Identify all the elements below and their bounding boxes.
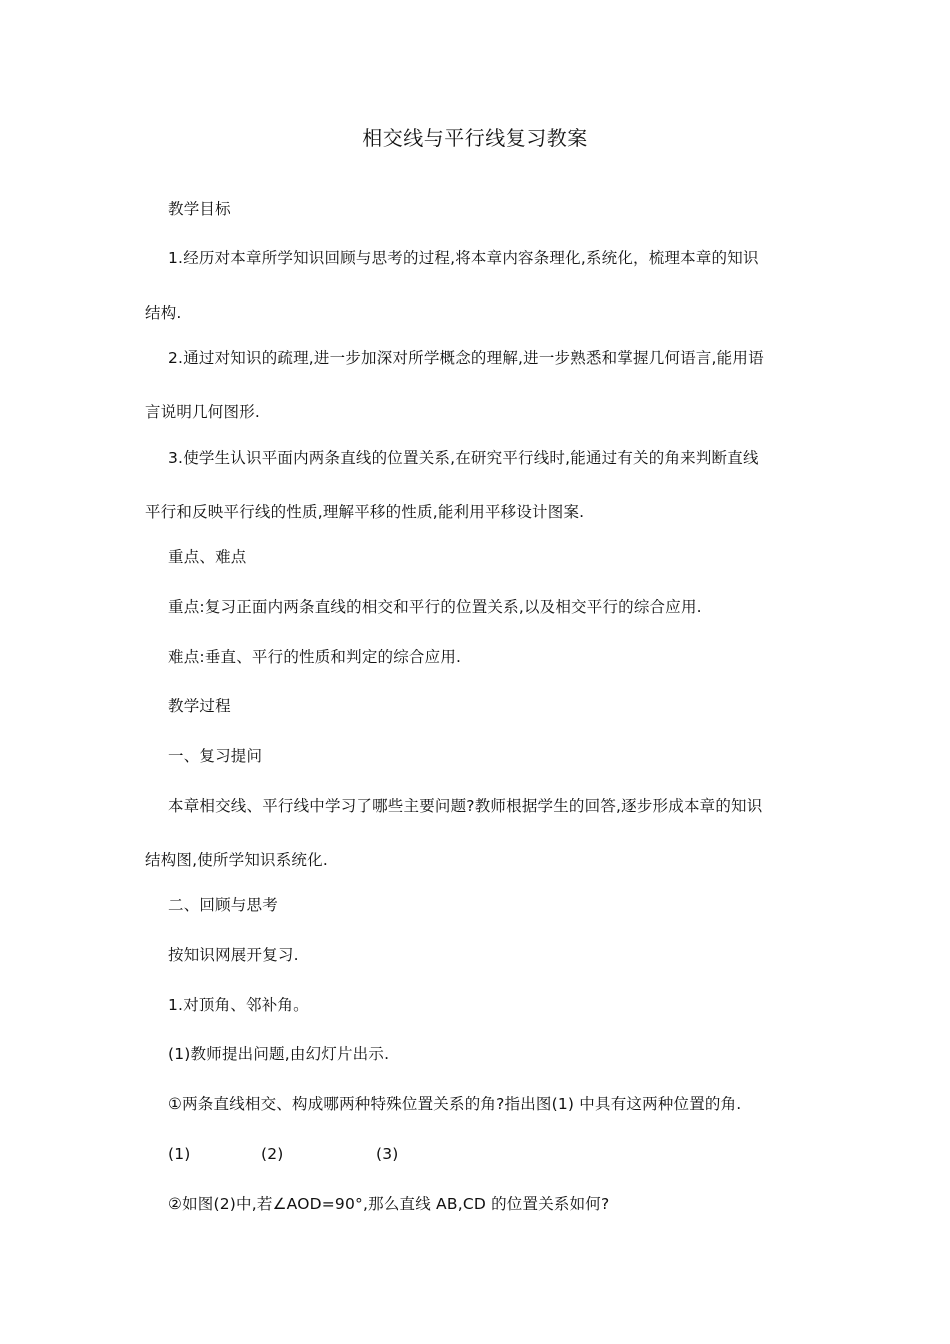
section-1-text-line-2: 结构图,使所学知识系统化.: [145, 851, 328, 869]
key-point-text: 重点:复习正面内两条直线的相交和平行的位置关系,以及相交平行的综合应用.: [168, 598, 702, 616]
heading-key-points: 重点、难点: [168, 548, 247, 566]
item-1-heading: 1.对顶角、邻补角。: [168, 996, 309, 1014]
section-1-text-line-1: 本章相交线、平行线中学习了哪些主要问题?教师根据学生的回答,逐步形成本章的知识: [168, 797, 763, 815]
figure-label-2: (2): [261, 1145, 284, 1163]
item-1-sub-1: (1)教师提出问题,由幻灯片出示.: [168, 1045, 390, 1063]
section-1-heading: 一、复习提问: [168, 747, 263, 765]
question-1: ①两条直线相交、构成哪两种特殊位置关系的角?指出图(1) 中具有这两种位置的角.: [168, 1095, 742, 1113]
section-2-heading: 二、回顾与思考: [168, 896, 278, 914]
question-2: ②如图(2)中,若∠AOD=90°,那么直线 AB,CD 的位置关系如何?: [168, 1195, 610, 1213]
heading-teaching-process: 教学过程: [168, 697, 231, 715]
document-title: 相交线与平行线复习教案: [362, 126, 588, 150]
heading-teaching-goals: 教学目标: [168, 200, 231, 218]
goal-3-line-1: 3.使学生认识平面内两条直线的位置关系,在研究平行线时,能通过有关的角来判断直线: [168, 449, 759, 467]
figure-label-1: (1): [168, 1145, 191, 1163]
goal-1-line-2: 结构.: [145, 304, 182, 322]
difficulty-text: 难点:垂直、平行的性质和判定的综合应用.: [168, 648, 462, 666]
goal-2-line-2: 言说明几何图形.: [145, 403, 261, 421]
figure-label-3: (3): [376, 1145, 399, 1163]
figure-labels-row: [168, 1143, 399, 1165]
goal-2-line-1: 2.通过对知识的疏理,进一步加深对所学概念的理解,进一步熟悉和掌握几何语言,能用语: [168, 349, 764, 367]
section-2-intro: 按知识网展开复习.: [168, 946, 299, 964]
goal-1-line-1: 1.经历对本章所学知识回顾与思考的过程,将本章内容条理化,系统化，梳理本章的知识: [168, 249, 759, 267]
goal-3-line-2: 平行和反映平行线的性质,理解平移的性质,能利用平移设计图案.: [145, 503, 585, 521]
